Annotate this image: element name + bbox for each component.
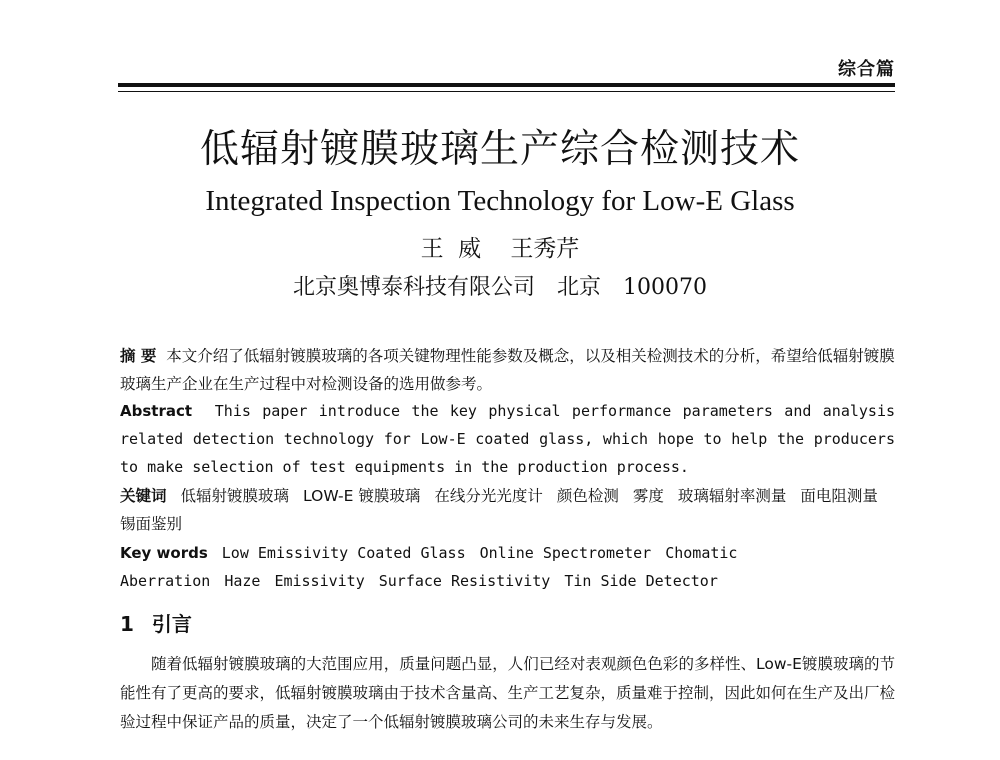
intro-paragraph: 随着低辐射镀膜玻璃的大范围应用，质量问题凸显，人们已经对表观颜色色彩的多样性、Low-E镀膜玻璃的节能性有了更高的要求，低辐射镀膜玻璃由于技术含量高、生产工艺复杂，质量难于控制，因此如何在生产及出厂检验过程中保证产品的质量，决定了一个低辐射镀膜玻璃公司的未来生存与发展。	[120, 655, 896, 731]
paper-title-en: Integrated Inspection Technology for Low-E Glass	[205, 185, 795, 217]
paper-title-cn: 低辐射镀膜玻璃生产综合检测技术	[199, 127, 800, 172]
section-number: 1	[120, 612, 134, 636]
abstract-cn-text: 本文介绍了低辐射镀膜玻璃的各项关键物理性能参数及概念，以及相关检测技术的分析，希望给低辐射镀膜玻璃生产企业在生产过程中对检测设备的选用做参考。	[120, 347, 895, 393]
keyword-en-item: Surface Resistivity	[378, 572, 551, 590]
section-heading	[120, 608, 192, 637]
journal-section-label: 综合篇	[838, 59, 895, 80]
abstract-cn-label: 摘 要	[120, 347, 157, 365]
keyword-cn-item: 玻璃辐射率测量	[677, 487, 787, 505]
keywords-en-label: Key words	[120, 544, 208, 562]
keyword-en-item: Tin Side Detector	[564, 572, 718, 590]
keyword-en-item: Emissivity	[274, 572, 365, 590]
affiliation-org: 北京奥博泰科技有限公司	[292, 275, 535, 300]
abstract-en	[120, 397, 895, 481]
keyword-cn-item: 在线分光光度计	[434, 487, 543, 505]
affiliation-city: 北京	[557, 275, 602, 300]
keyword-cn-item: LOW-E 镀膜玻璃	[303, 487, 421, 505]
keywords-cn-label: 关键词	[120, 487, 167, 505]
keyword-cn-item: 面电阻测量	[800, 487, 878, 505]
keyword-en-item: Online Spectrometer	[479, 544, 652, 562]
affiliation	[0, 270, 1000, 301]
keyword-en-item: Chomatic Aberration	[120, 544, 738, 590]
keyword-cn-item: 颜色检测	[556, 487, 619, 505]
keyword-cn-item: 锡面鉴别	[120, 515, 183, 533]
keyword-en-item: Low Emissivity Coated Glass	[221, 544, 466, 562]
abstract-en-label: Abstract	[120, 402, 193, 420]
abstract-cn	[120, 342, 895, 398]
abstract-en-text: This paper introduce the key physical performance parameters and analysis related detection technology for Low-E coated glass, which hope to help the producers to make selection of test equipments in the production process.	[120, 402, 896, 476]
keyword-cn-item: 雾度	[632, 487, 664, 505]
keywords-en	[120, 539, 895, 595]
keywords-cn	[120, 482, 895, 538]
keyword-cn-item: 低辐射镀膜玻璃	[180, 487, 290, 505]
keyword-en-item: Haze	[224, 572, 261, 590]
section-title: 引言	[151, 612, 192, 636]
header-rule-thin	[118, 91, 895, 92]
authors: 王 威 王秀芹	[420, 236, 580, 262]
header-rule-thick	[118, 83, 895, 87]
affiliation-postcode: 100070	[623, 275, 707, 300]
